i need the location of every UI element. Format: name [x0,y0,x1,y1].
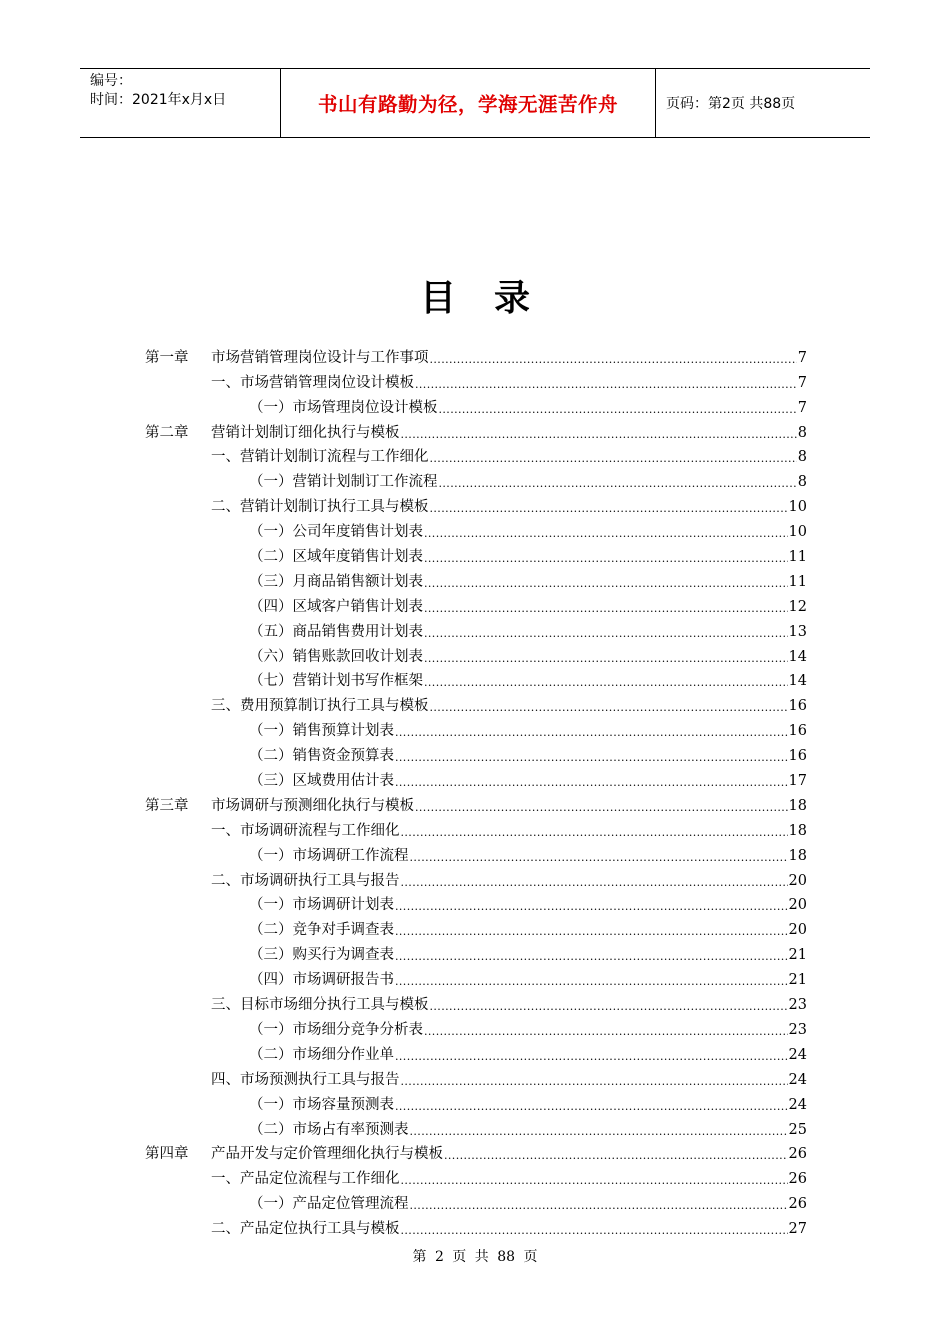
toc-entry-text: 三、目标市场细分执行工具与模板 [211,997,429,1014]
toc-entry-text: 一、市场调研流程与工作细化 [211,822,400,839]
toc-page-number: 24 [788,1046,807,1063]
toc-chapter-number: 第三章 [145,797,189,814]
toc-entry-label [211,1071,400,1089]
toc-dot-leader [401,876,788,890]
toc-dot-leader [410,1125,788,1139]
toc-entry-text: （一）销售预算计划表 [249,723,394,740]
toc-page-number: 24 [788,1096,807,1113]
toc-entry[interactable] [145,541,807,566]
toc-entry-text: 二、营销计划制订执行工具与模板 [211,499,429,516]
toc-entry-label [249,971,394,989]
toc-page-number: 11 [788,573,807,590]
toc-entry-text: （一）产品定位管理流程 [249,1196,409,1213]
toc-dot-leader [395,1100,788,1114]
toc-page-number: 8 [797,424,807,441]
toc-entry-text: （一）市场容量预测表 [249,1096,394,1113]
toc-entry[interactable] [145,740,807,765]
toc-entry[interactable] [145,914,807,939]
toc-entry-label [211,1220,400,1238]
toc-page-number: 26 [788,1171,807,1188]
toc-entry-text: （一）市场调研计划表 [249,897,394,914]
header-page-info: 页码：第2页 共88页 [666,96,796,112]
toc-dot-leader [424,552,788,566]
toc-entry[interactable] [145,989,807,1014]
toc-entry-label [211,374,414,392]
toc-entry-label [249,1021,423,1039]
toc-page-number: 7 [797,399,807,416]
toc-dot-leader [395,751,788,765]
toc-dot-leader [395,776,788,790]
toc-page-number: 16 [788,748,807,765]
time-label: 时间：2021年x月x日 [90,92,227,108]
toc-page-number: 10 [788,524,807,541]
toc-entry[interactable] [145,417,807,442]
toc-entry-text: （二）市场细分作业单 [249,1046,394,1063]
toc-entry-text: （三）月商品销售额计划表 [249,573,423,590]
toc-entry-text: 营销计划制订细化执行与模板 [211,424,400,441]
toc-entry-text: 一、营销计划制订流程与工作细化 [211,449,429,466]
toc-entry[interactable] [145,342,807,367]
toc-entry-text: （七）营销计划书写作框架 [249,673,423,690]
toc-entry[interactable] [145,1213,807,1238]
toc-entry[interactable] [145,466,807,491]
toc-entry-label [249,623,423,641]
header-meta [80,69,281,137]
header-motto: 书山有路勤为径，学海无涯苦作舟 [281,69,656,137]
toc-entry[interactable] [145,1064,807,1089]
toc-entry-text: 二、产品定位执行工具与模板 [211,1221,400,1238]
toc-entry-text: （二）市场占有率预测表 [249,1121,409,1138]
toc-entry-label [249,847,409,865]
toc-page-number: 23 [788,1021,807,1038]
toc-entry[interactable] [145,1089,807,1114]
toc-entry-label [249,747,394,765]
toc-entry-label [249,896,394,914]
toc-entry-label [249,598,423,616]
toc-page-number: 18 [788,847,807,864]
toc-entry-label [249,772,394,790]
toc-page-number: 26 [788,1196,807,1213]
page-footer: 第 2 页 共 88 页 [412,1249,538,1265]
toc-entry-label [249,473,438,491]
toc-dot-leader [424,627,788,641]
toc-entry-label [249,672,423,690]
toc-dot-leader [401,1224,788,1238]
toc-page-number: 20 [788,922,807,939]
toc-entry[interactable] [145,715,807,740]
toc-page-number: 8 [797,474,807,491]
toc-entry[interactable] [145,367,807,392]
toc-dot-leader [439,403,797,417]
toc-entry-text: 一、市场营销管理岗位设计模板 [211,374,414,391]
toc-page-number: 8 [797,449,807,466]
toc-page-number: 16 [788,723,807,740]
toc-entry-label [211,822,400,840]
table-of-contents [145,342,807,1238]
toc-entry[interactable] [145,1188,807,1213]
toc-entry-label [211,498,429,516]
toc-entry-label [211,872,400,890]
toc-dot-leader [424,527,788,541]
toc-entry-text: （一）市场管理岗位设计模板 [249,399,438,416]
toc-entry-label [145,424,400,442]
toc-dot-leader [410,1199,788,1213]
toc-page-number: 23 [788,997,807,1014]
toc-entry-text: 一、产品定位流程与工作细化 [211,1171,400,1188]
toc-dot-leader [401,1075,788,1089]
toc-dot-leader [410,851,788,865]
page-title: 目录 [419,278,568,319]
toc-entry-label [249,399,438,417]
toc-entry[interactable] [145,566,807,591]
toc-entry-label [145,349,429,367]
toc-entry-text: （一）市场细分竞争分析表 [249,1021,423,1038]
toc-dot-leader [401,826,788,840]
toc-dot-leader [430,353,797,367]
toc-chapter-number: 第二章 [145,424,189,441]
toc-page-number: 10 [788,499,807,516]
toc-entry-label [249,573,423,591]
toc-dot-leader [430,502,788,516]
toc-entry-text: （三）区域费用估计表 [249,773,394,790]
toc-entry-label [211,1170,400,1188]
toc-page-number: 20 [788,872,807,889]
toc-entry[interactable] [145,964,807,989]
toc-page-number: 26 [788,1146,807,1163]
toc-page-number: 11 [788,549,807,566]
toc-page-number: 18 [788,797,807,814]
toc-entry[interactable] [145,840,807,865]
toc-entry-label [249,1195,409,1213]
toc-dot-leader [430,1000,788,1014]
toc-dot-leader [430,701,788,715]
toc-dot-leader [415,378,797,392]
toc-entry-label [249,523,423,541]
toc-dot-leader [395,925,788,939]
toc-page-number: 12 [788,598,807,615]
toc-entry-label [211,996,429,1014]
toc-dot-leader [424,1025,788,1039]
toc-entry[interactable] [145,591,807,616]
toc-page-number: 16 [788,698,807,715]
toc-entry[interactable] [145,442,807,467]
toc-entry-text: 产品开发与定价管理细化执行与模板 [211,1146,443,1163]
toc-entry-text: 二、市场调研执行工具与报告 [211,872,400,889]
toc-entry[interactable] [145,790,807,815]
toc-entry[interactable] [145,1114,807,1139]
toc-entry[interactable] [145,690,807,715]
toc-entry[interactable] [145,666,807,691]
toc-dot-leader [424,652,788,666]
toc-entry[interactable] [145,765,807,790]
toc-entry[interactable] [145,516,807,541]
toc-entry-text: （四）区域客户销售计划表 [249,598,423,615]
toc-entry[interactable] [145,616,807,641]
toc-page-number: 14 [788,673,807,690]
toc-entry-text: （二）销售资金预算表 [249,748,394,765]
toc-entry[interactable] [145,1039,807,1064]
toc-entry-label [249,648,423,666]
toc-entry[interactable] [145,491,807,516]
toc-entry-label [249,1096,394,1114]
toc-page-number: 20 [788,897,807,914]
toc-entry-label [145,1145,443,1163]
toc-entry-label [211,448,429,466]
toc-entry[interactable] [145,1139,807,1164]
toc-page-number: 21 [788,947,807,964]
toc-entry-text: （二）竞争对手调查表 [249,922,394,939]
toc-page-number: 21 [788,972,807,989]
code-label: 编号： [90,73,132,89]
toc-entry-text: 市场调研与预测细化执行与模板 [211,797,414,814]
toc-page-number: 17 [788,773,807,790]
toc-page-number: 13 [788,623,807,640]
toc-entry-label [249,548,423,566]
toc-entry-label [249,1046,394,1064]
toc-chapter-number: 第一章 [145,349,189,366]
toc-dot-leader [424,676,788,690]
toc-dot-leader [395,975,788,989]
toc-entry-text: 市场营销管理岗位设计与工作事项 [211,349,429,366]
toc-page-number: 7 [797,374,807,391]
toc-entry-text: 三、费用预算制订执行工具与模板 [211,698,429,715]
toc-entry[interactable] [145,1163,807,1188]
toc-page-number: 27 [788,1221,807,1238]
toc-dot-leader [395,1050,788,1064]
toc-chapter-number: 第四章 [145,1146,189,1163]
toc-page-number: 18 [788,822,807,839]
toc-entry[interactable] [145,392,807,417]
toc-dot-leader [401,1174,788,1188]
toc-entry-label [249,722,394,740]
toc-page-number: 14 [788,648,807,665]
toc-entry[interactable] [145,641,807,666]
toc-entry-text: （一）市场调研工作流程 [249,847,409,864]
toc-page-number: 25 [788,1121,807,1138]
toc-entry-text: （三）购买行为调查表 [249,947,394,964]
toc-dot-leader [439,477,797,491]
toc-dot-leader [444,1149,788,1163]
toc-page-number: 7 [797,349,807,366]
toc-entry[interactable] [145,890,807,915]
toc-dot-leader [424,577,788,591]
toc-entry-label [211,697,429,715]
toc-entry-text: （六）销售账款回收计划表 [249,648,423,665]
toc-entry-text: （一）公司年度销售计划表 [249,524,423,541]
toc-entry-text: （四）市场调研报告书 [249,972,394,989]
toc-dot-leader [395,950,788,964]
toc-entry-text: （二）区域年度销售计划表 [249,549,423,566]
toc-entry-label [249,946,394,964]
toc-entry-text: （一）营销计划制订工作流程 [249,474,438,491]
toc-dot-leader [395,900,788,914]
toc-dot-leader [424,602,788,616]
toc-entry-label [249,1121,409,1139]
toc-entry[interactable] [145,939,807,964]
toc-page-number: 24 [788,1071,807,1088]
toc-entry-text: 四、市场预测执行工具与报告 [211,1071,400,1088]
page-header [80,68,870,138]
toc-entry-label [145,797,414,815]
toc-entry[interactable] [145,1014,807,1039]
toc-entry-text: （五）商品销售费用计划表 [249,623,423,640]
toc-dot-leader [401,428,797,442]
toc-entry[interactable] [145,815,807,840]
toc-dot-leader [415,801,788,815]
toc-entry-label [249,921,394,939]
toc-dot-leader [430,452,797,466]
toc-entry[interactable] [145,865,807,890]
toc-dot-leader [395,726,788,740]
